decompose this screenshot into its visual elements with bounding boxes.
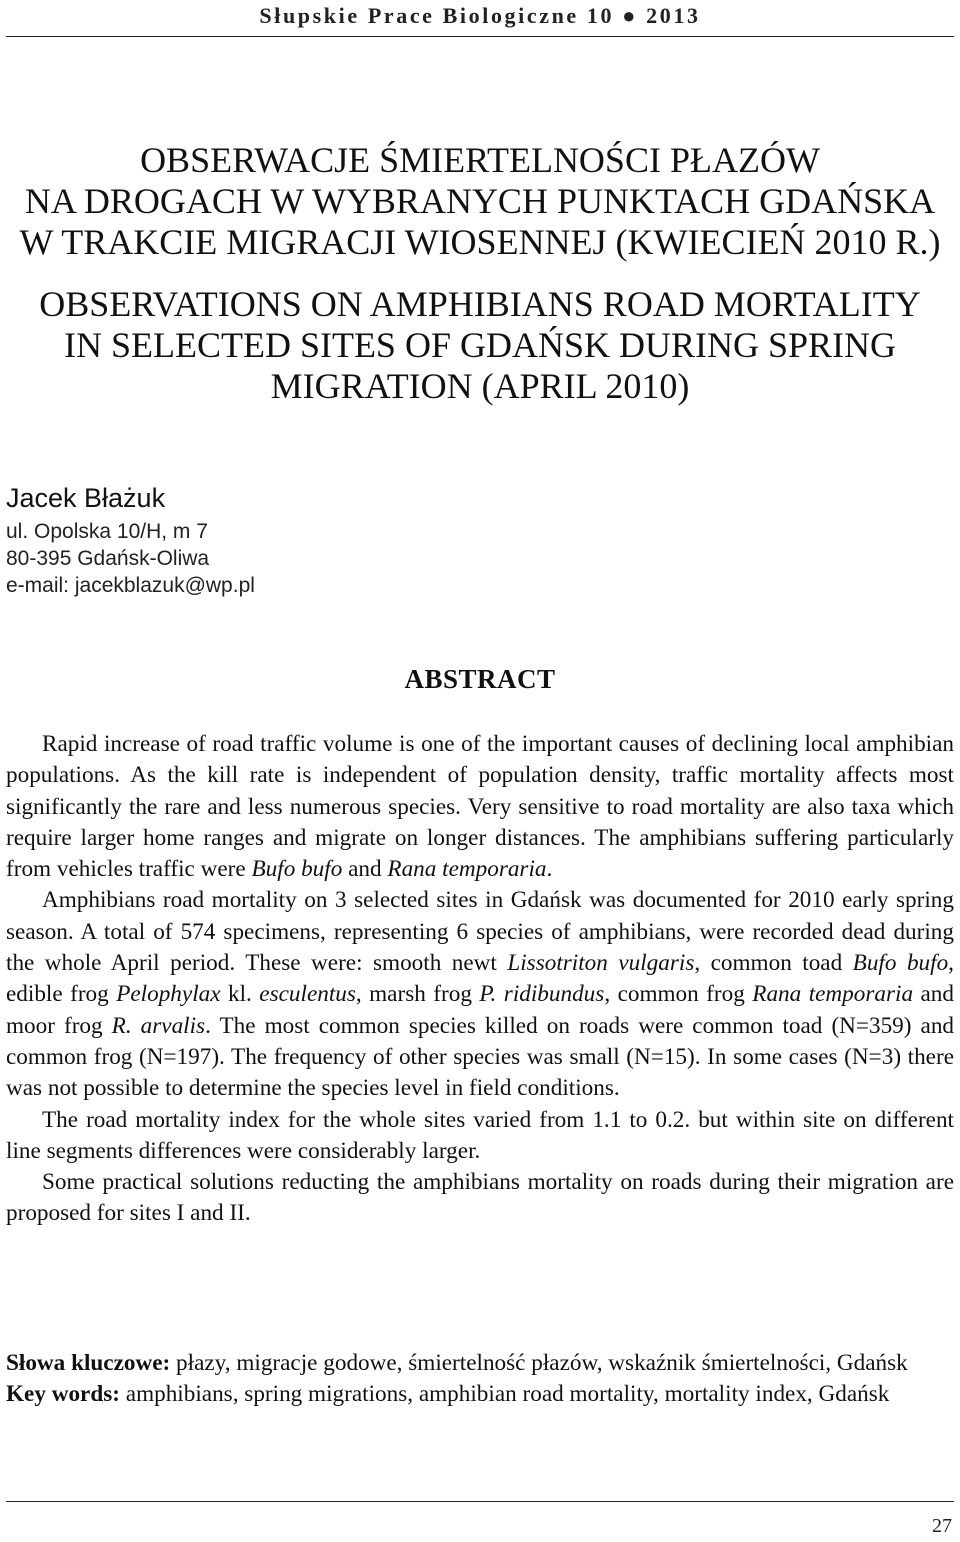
- journal-header-text: Słupskie Prace Biologiczne 10 ● 2013: [259, 3, 701, 28]
- abstract-p2-text-7: and moor frog: [6, 981, 954, 1039]
- title-polish: [0, 140, 960, 263]
- title-en-line-3: MIGRATION (APRIL 2010): [270, 366, 690, 406]
- abstract-p1-text-2: and: [342, 856, 388, 883]
- keywords-section: [6, 1348, 954, 1411]
- abstract-p1-text-3: .: [546, 856, 553, 883]
- keywords-pl-label: Słowa kluczowe:: [6, 1350, 171, 1376]
- keywords-pl-text: płazy, migracje godowe, śmiertelność płazów, wskaźnik śmiertelności, Gdańsk: [170, 1350, 908, 1376]
- abstract-p2-text-8: . The most common species killed on roads were common toad (N=359) and common frog (N=197). The frequency of other species was small (N=15). In some cases (N=3) there was not possible to determine the species level in field conditions.: [6, 1012, 955, 1102]
- title-en-line-1: OBSERVATIONS ON AMPHIBIANS ROAD MORTALITY: [39, 284, 921, 324]
- abstract-heading: ABSTRACT: [404, 664, 556, 694]
- abstract-p2-text-5: , marsh frog: [355, 981, 480, 1008]
- abstract-body: [6, 729, 954, 1230]
- abstract-paragraph-2: [6, 885, 954, 1104]
- abstract-p2-text-1: Amphibians road mortality on 3 selected sites in Gdańsk was documented for 2010 early spring season. A total of 574 specimens, representing 6 species of amphibians, were recorded dead during the whole April period. These were: smooth newt: [6, 887, 954, 977]
- title-pl-line-3: W TRAKCIE MIGRACJI WIOSENNEJ (KWIECIEŃ 2010 R.): [19, 222, 941, 262]
- species-name: Lissotriton vulgaris: [507, 950, 695, 977]
- species-name: esculentus: [259, 981, 356, 1008]
- abstract-paragraph-1: [6, 729, 954, 885]
- author-name: Jacek Błażuk: [6, 483, 166, 513]
- species-name: Rana temporaria: [387, 856, 547, 883]
- title-pl-line-2: NA DROGACH W WYBRANYCH PUNKTACH GDAŃSKA: [24, 181, 936, 221]
- header-divider: [6, 36, 954, 37]
- species-name: Pelophylax: [116, 981, 221, 1008]
- abstract-paragraph-4: Some practical solutions reducting the amphibians mortality on roads during their migration are proposed for sites I and II.: [6, 1169, 954, 1227]
- abstract-p2-text-3: , edible frog: [6, 950, 954, 1008]
- abstract-p1-text-1: Rapid increase of road traffic volume is one of the important causes of declining local amphibian populations. As the kill rate is independent of population density, traffic mortality affects most significantly the rare and less numerous species. Very sensitive to road mortality are also taxa which require larger home ranges and migrate on longer distances. The amphibians suffering particularly from vehicles traffic were: [6, 731, 954, 883]
- abstract-paragraph-3: The road mortality index for the whole sites varied from 1.1 to 0.2. but within site on different line segments differences were considerably larger.: [6, 1106, 954, 1164]
- footer-divider: [6, 1501, 954, 1502]
- abstract-p2-text-6: , common frog: [604, 981, 753, 1008]
- species-name: P. ridibundus: [479, 981, 605, 1008]
- species-name: Bufo bufo: [251, 856, 343, 883]
- author-address-line-2: 80-395 Gdańsk-Oliwa: [6, 547, 210, 570]
- keywords-en-label: Key words:: [6, 1381, 120, 1408]
- species-name: R. arvalis: [111, 1012, 206, 1039]
- title-en-line-2: IN SELECTED SITES OF GDAŃSK DURING SPRING: [63, 325, 897, 365]
- author-email[interactable]: e-mail: jacekblazuk@wp.pl: [6, 574, 255, 597]
- keywords-en-text: amphibians, spring migrations, amphibian road mortality, mortality index, Gdańsk: [120, 1381, 890, 1408]
- page-number: 27: [932, 1515, 952, 1537]
- abstract-p2-text-4: kl.: [220, 981, 260, 1008]
- keywords-polish: [6, 1348, 954, 1379]
- author-block: [6, 478, 255, 599]
- running-header: [0, 0, 960, 38]
- title-pl-line-1: OBSERWACJE ŚMIERTELNOŚCI PŁAZÓW: [140, 140, 820, 180]
- species-name: Rana temporaria: [752, 981, 914, 1008]
- species-name: Bufo bufo: [852, 950, 949, 977]
- keywords-english: [6, 1379, 954, 1410]
- author-address-line-1: ul. Opolska 10/H, m 7: [6, 520, 208, 543]
- abstract-p2-text-2: , common toad: [694, 950, 853, 977]
- title-english: [0, 284, 960, 407]
